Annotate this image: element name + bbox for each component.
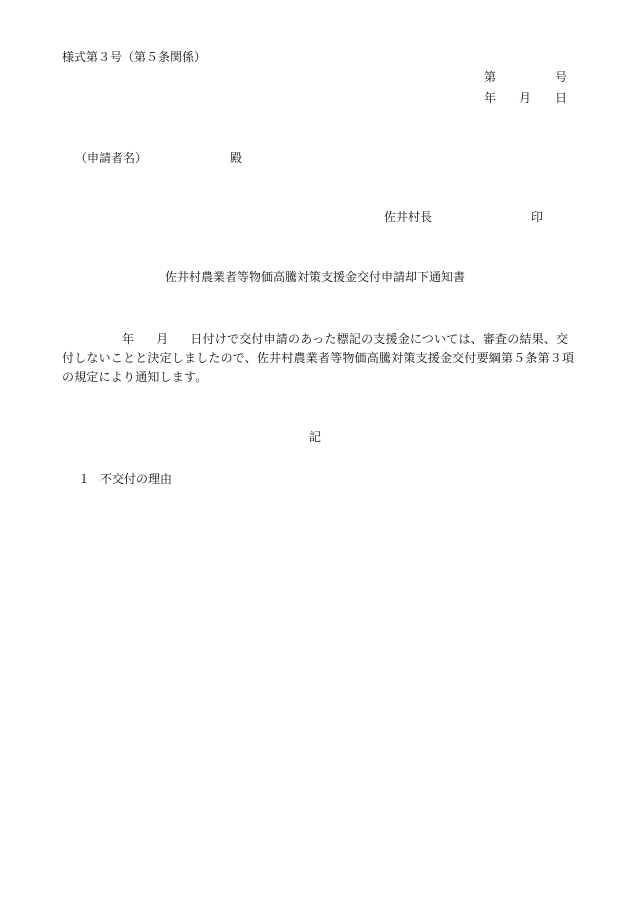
issuer-title: 佐井村長 xyxy=(384,210,433,224)
doc-number-suffix: 号 xyxy=(555,70,568,84)
doc-number-prefix: 第 xyxy=(484,70,497,84)
ki-heading: 記 xyxy=(308,430,321,444)
applicant-name-label: （申請者名） xyxy=(75,151,148,165)
date-day: 日 xyxy=(555,91,568,105)
body-paragraph xyxy=(62,330,575,387)
date-year: 年 xyxy=(484,91,497,105)
seal-mark: 印 xyxy=(531,210,544,224)
body-year: 年 xyxy=(122,332,135,346)
body-line3: の規定により通知します。 xyxy=(62,370,208,384)
body-line2: 付しないことと決定しましたので、佐井村農業者等物価高騰対策支援金交付要綱第５条第３項 xyxy=(62,351,575,365)
date-month: 月 xyxy=(519,91,532,105)
document-title: 佐井村農業者等物価高騰対策支援金交付申請却下通知書 xyxy=(164,270,465,284)
body-month: 月 xyxy=(156,332,169,346)
form-number: 様式第３号（第５条関係） xyxy=(62,50,207,64)
body-line1: 日付けで交付申請のあった標記の支援金については、審査の結果、交 xyxy=(190,332,569,346)
item1-label: 不交付の理由 xyxy=(100,472,173,486)
honorific: 殿 xyxy=(230,151,243,165)
item1-number: １ xyxy=(78,472,91,486)
